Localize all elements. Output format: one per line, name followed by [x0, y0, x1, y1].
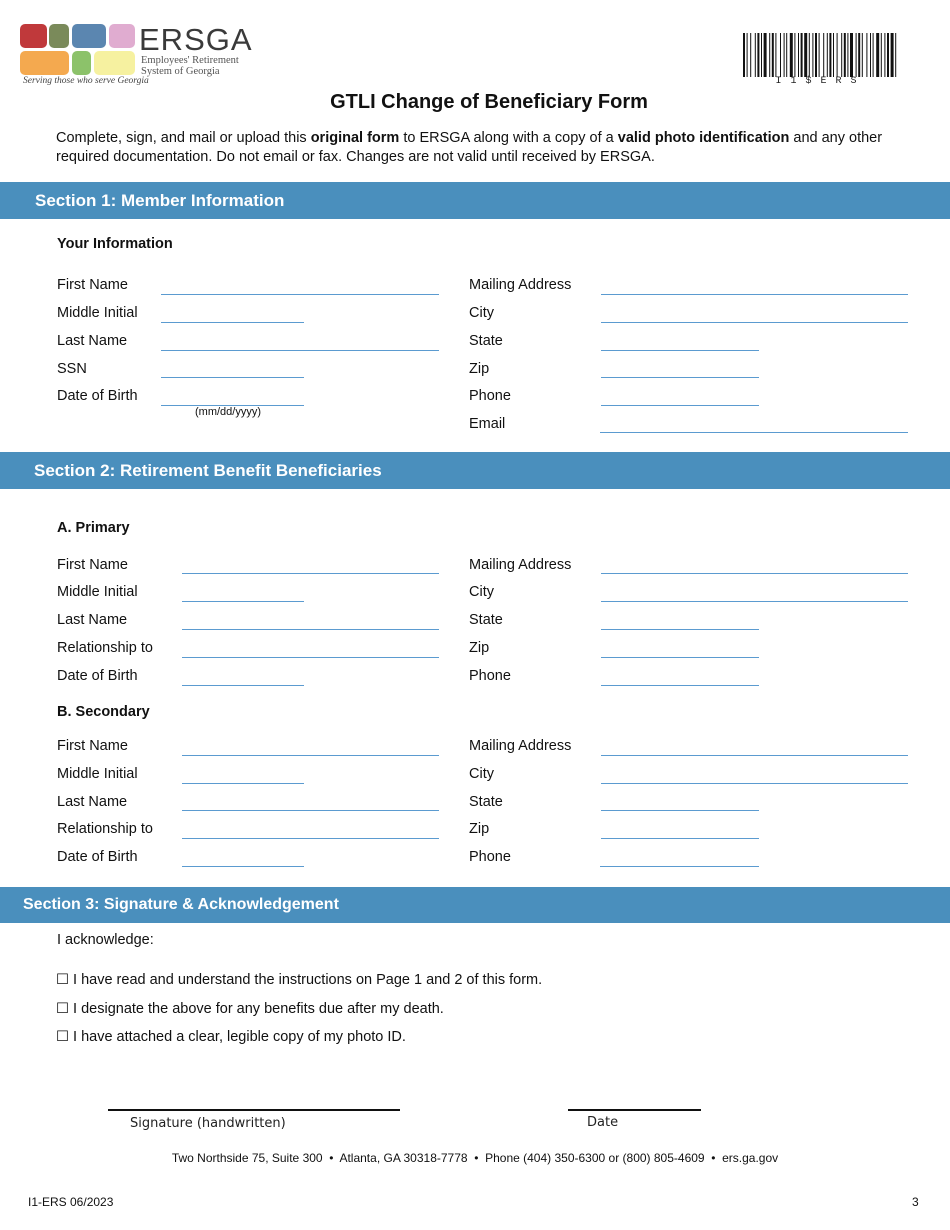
- s2s-dob-field[interactable]: [182, 866, 304, 867]
- s1-phone-field[interactable]: [601, 405, 759, 406]
- barcode-bar: [761, 33, 762, 77]
- signature-label: Signature (handwritten): [130, 1116, 286, 1131]
- s2s-last-name-label: Last Name: [57, 794, 128, 810]
- barcode-bar: [780, 33, 781, 77]
- s2s-last-name-field[interactable]: [182, 810, 439, 811]
- s2s-dob-label: Date of Birth: [57, 849, 138, 865]
- s2s-first-name-label: First Name: [57, 738, 128, 754]
- s2s-middle-initial-field[interactable]: [182, 783, 304, 784]
- footer-address: Two Northside 75, Suite 300 • Atlanta, GA 30318-7778 • Phone (404) 350-6300 or (800) 805-4609 • ers.ga.gov: [171, 1151, 779, 1165]
- barcode-bar: [866, 33, 867, 77]
- acknowledge-label: I acknowledge:: [57, 932, 154, 948]
- section1-subtitle: Your Information: [57, 236, 173, 252]
- barcode-bar: [876, 33, 879, 77]
- s2p-first-name-label: First Name: [57, 557, 128, 573]
- barcode-bar: [837, 33, 838, 77]
- barcode-bar: [891, 33, 894, 77]
- checkbox-1[interactable]: ☐: [56, 972, 69, 988]
- intro-text-3: and any other required documentation. Do not email or fax. Changes are not valid until received by ERSGA.: [56, 130, 883, 165]
- s1-state-label: State: [469, 333, 503, 349]
- barcode-bar: [841, 33, 842, 77]
- s2p-mailing-address-label: Mailing Address: [469, 557, 572, 573]
- barcode-bar: [809, 33, 810, 77]
- barcode-bar: [858, 33, 860, 77]
- s2-secondary-subtitle: B. Secondary: [57, 704, 150, 720]
- page-title: GTLI Change of Beneficiary Form: [330, 91, 648, 113]
- logo-square-blue: [72, 24, 106, 48]
- barcode-bar: [790, 33, 793, 77]
- ack-item-3: [56, 1029, 406, 1045]
- logo-wordmark: ERSGA: [139, 22, 253, 57]
- logo-square-pink: [109, 24, 135, 48]
- s1-ssn-label: SSN: [57, 361, 87, 377]
- s2p-city-label: City: [469, 584, 494, 600]
- logo-subtitle-line2: System of Georgia: [141, 66, 220, 77]
- barcode-bar: [798, 33, 799, 77]
- s2s-city-label: City: [469, 766, 494, 782]
- s1-mailing-address-field[interactable]: [601, 294, 908, 295]
- barcode-bar: [823, 33, 824, 77]
- barcode: [743, 33, 898, 77]
- barcode-bar: [772, 33, 774, 77]
- barcode-bar: [769, 33, 770, 77]
- barcode-bar: [827, 33, 828, 77]
- s2p-mailing-address-field[interactable]: [601, 573, 908, 574]
- barcode-bar: [829, 33, 831, 77]
- barcode-bar: [862, 33, 863, 77]
- barcode-bar: [870, 33, 871, 77]
- s2s-phone-field[interactable]: [600, 866, 759, 867]
- logo-square-red: [20, 24, 47, 48]
- ack-item-1: [56, 972, 542, 988]
- s1-city-field[interactable]: [601, 322, 908, 323]
- s2p-last-name-label: Last Name: [57, 612, 128, 628]
- logo-subtitle-line1: Employees' Retirement: [141, 55, 239, 66]
- checkbox-2[interactable]: ☐: [56, 1001, 69, 1017]
- barcode-text: I1$ERS: [775, 76, 866, 87]
- barcode-bar: [757, 33, 759, 77]
- s1-middle-initial-field[interactable]: [161, 322, 304, 323]
- ack-item-1-text: I have read and understand the instructions on Page 1 and 2 of this form.: [73, 972, 543, 988]
- s2s-relationship-field[interactable]: [182, 838, 439, 839]
- logo-subtitle: [141, 55, 239, 77]
- ack-item-3-text: I have attached a clear, legible copy of my photo ID.: [73, 1029, 406, 1045]
- barcode-bar: [755, 33, 756, 77]
- s1-email-field[interactable]: [600, 432, 908, 433]
- s2s-mailing-address-label: Mailing Address: [469, 738, 572, 754]
- s2p-phone-field[interactable]: [601, 685, 759, 686]
- barcode-bar: [844, 33, 846, 77]
- s1-dob-format-hint: (mm/dd/yyyy): [195, 406, 261, 418]
- intro-bold-1: original form: [310, 130, 400, 146]
- barcode-bar: [850, 33, 853, 77]
- s1-last-name-field[interactable]: [161, 350, 439, 351]
- s1-first-name-field[interactable]: [161, 294, 439, 295]
- section3-header: Section 3: Signature & Acknowledgement: [0, 887, 950, 923]
- s2p-zip-field[interactable]: [601, 657, 759, 658]
- s2p-city-field[interactable]: [601, 601, 908, 602]
- s2s-zip-label: Zip: [469, 821, 490, 837]
- intro-text-1: Complete, sign, and mail or upload this: [56, 130, 311, 146]
- s2p-middle-initial-label: Middle Initial: [57, 584, 138, 600]
- s1-mailing-address-label: Mailing Address: [469, 277, 572, 293]
- barcode-bar: [895, 33, 896, 77]
- barcode-bar: [833, 33, 834, 77]
- barcode-bar: [775, 33, 776, 77]
- intro-bold-2: valid photo identification: [617, 130, 790, 146]
- s1-zip-field[interactable]: [601, 377, 759, 378]
- barcode-bar: [847, 33, 848, 77]
- s2s-zip-field[interactable]: [601, 838, 759, 839]
- form-id: I1-ERS 06/2023: [28, 1195, 114, 1209]
- barcode-bar: [784, 33, 785, 77]
- s2s-middle-initial-label: Middle Initial: [57, 766, 138, 782]
- s1-last-name-label: Last Name: [57, 333, 128, 349]
- section1-header: Section 1: Member Information: [0, 182, 950, 219]
- checkbox-3[interactable]: ☐: [56, 1029, 69, 1045]
- barcode-bar: [764, 33, 767, 77]
- barcode-bar: [794, 33, 795, 77]
- s2p-state-field[interactable]: [601, 629, 759, 630]
- section2-header: Section 2: Retirement Benefit Beneficiaries: [0, 452, 950, 489]
- s2s-state-label: State: [469, 794, 503, 810]
- barcode-bar: [884, 33, 885, 77]
- logo-square-green: [72, 51, 91, 75]
- logo-square-orange: [20, 51, 69, 75]
- page-number: 3: [912, 1195, 919, 1209]
- s2p-relationship-label: Relationship to: [57, 640, 153, 656]
- barcode-bar: [743, 33, 745, 77]
- s2p-first-name-field[interactable]: [182, 573, 439, 574]
- s2s-phone-label: Phone: [469, 849, 511, 865]
- ack-item-2-text: I designate the above for any benefits due after my death.: [73, 1001, 444, 1017]
- s2-primary-subtitle: A. Primary: [57, 520, 130, 536]
- s2p-dob-field[interactable]: [182, 685, 304, 686]
- s2p-last-name-field[interactable]: [182, 629, 439, 630]
- s2p-dob-label: Date of Birth: [57, 668, 138, 684]
- s2p-relationship-field[interactable]: [182, 657, 439, 658]
- barcode-bar: [801, 33, 803, 77]
- barcode-bar: [856, 33, 857, 77]
- barcode-bar: [873, 33, 874, 77]
- intro-paragraph: [56, 129, 906, 167]
- s1-middle-initial-label: Middle Initial: [57, 305, 138, 321]
- barcode-bar: [747, 33, 748, 77]
- s1-zip-label: Zip: [469, 361, 490, 377]
- ersga-logo: [20, 22, 253, 90]
- s1-city-label: City: [469, 305, 494, 321]
- barcode-bar: [812, 33, 813, 77]
- barcode-bar: [786, 33, 787, 77]
- intro-text-2: to ERSGA along with a copy of a: [399, 130, 618, 146]
- s2p-phone-label: Phone: [469, 668, 511, 684]
- s2s-mailing-address-field[interactable]: [601, 755, 908, 756]
- s1-phone-label: Phone: [469, 388, 511, 404]
- s2p-middle-initial-field[interactable]: [182, 601, 304, 602]
- s2s-state-field[interactable]: [601, 810, 759, 811]
- s1-ssn-field[interactable]: [161, 377, 304, 378]
- s2p-zip-label: Zip: [469, 640, 490, 656]
- barcode-bar: [815, 33, 817, 77]
- logo-square-yellow: [94, 51, 135, 75]
- barcode-bar: [750, 33, 751, 77]
- barcode-bar: [881, 33, 882, 77]
- logo-square-olive: [49, 24, 69, 48]
- logo-tagline: Serving those who serve Georgia: [23, 76, 149, 86]
- s1-state-field[interactable]: [601, 350, 759, 351]
- signature-line[interactable]: [108, 1109, 400, 1111]
- barcode-bar: [804, 33, 807, 77]
- s2s-first-name-field[interactable]: [182, 755, 439, 756]
- date-label: Date: [587, 1115, 619, 1130]
- s2p-state-label: State: [469, 612, 503, 628]
- s1-first-name-label: First Name: [57, 277, 128, 293]
- barcode-bar: [819, 33, 820, 77]
- barcode-bar: [887, 33, 889, 77]
- date-line[interactable]: [568, 1109, 701, 1111]
- ack-item-2: [56, 1001, 444, 1017]
- s2s-relationship-label: Relationship to: [57, 821, 153, 837]
- s1-dob-label: Date of Birth: [57, 388, 138, 404]
- s1-email-label: Email: [469, 416, 506, 432]
- s2s-city-field[interactable]: [601, 783, 908, 784]
